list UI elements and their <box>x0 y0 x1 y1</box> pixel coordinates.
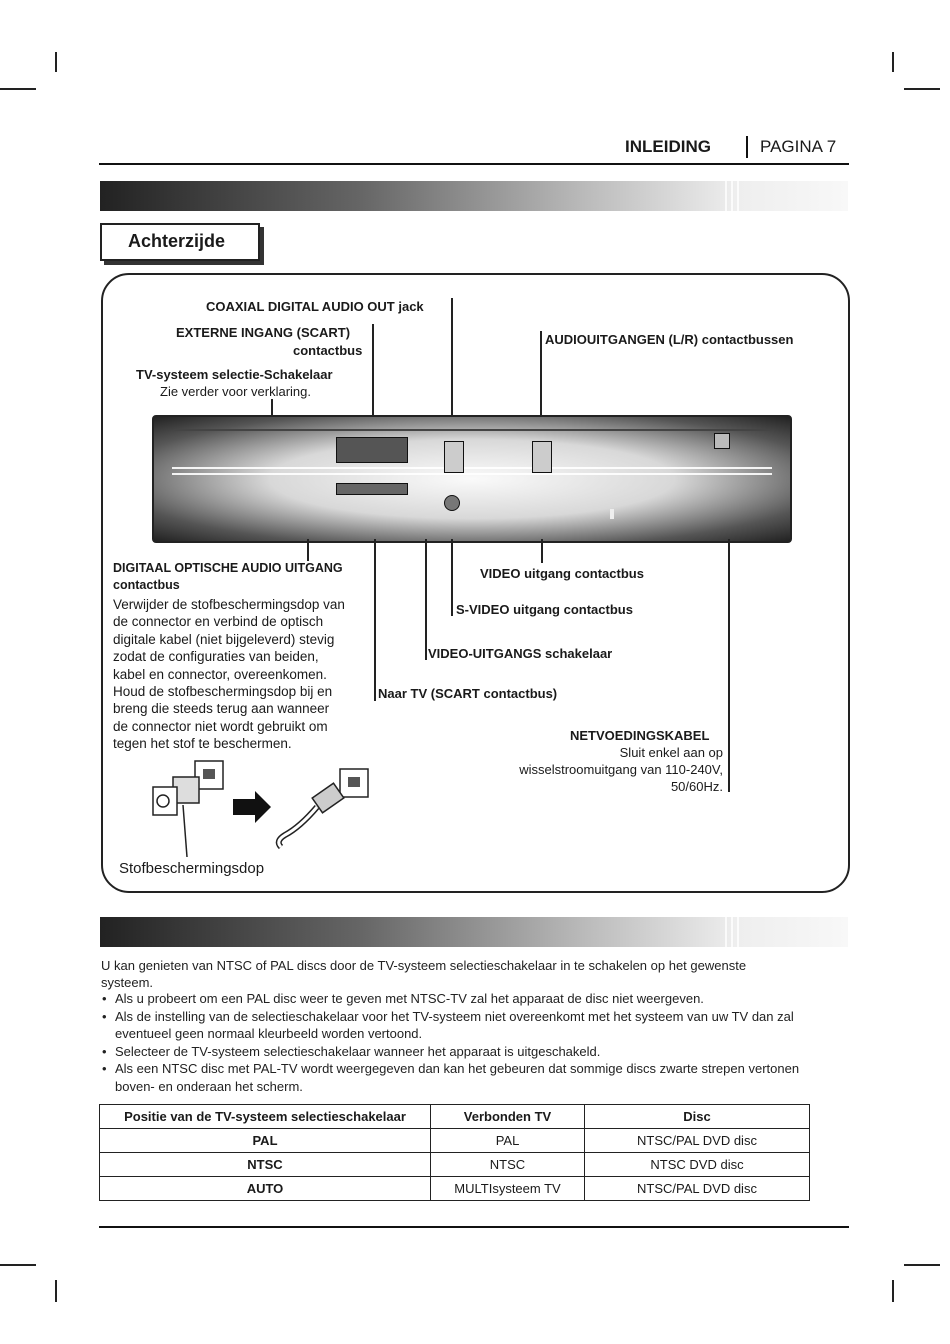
scart-in-port <box>336 437 408 463</box>
header-section: INLEIDING <box>625 137 711 156</box>
intro-line2: systeem. <box>101 975 154 990</box>
leader-line <box>451 539 453 616</box>
list-item: • Als u probeert om een PAL disc weer te geven met NTSC-TV zal het apparaat de disc niet weergeven. <box>101 990 836 1008</box>
table-header-row <box>100 1105 810 1129</box>
callout-power-line2: wisselstroomuitgang van 110-240V, <box>519 762 723 777</box>
callout-tv-system: TV-systeem selectie-Schakelaar <box>136 367 333 382</box>
callout-power-line3: 50/60Hz. <box>670 779 723 794</box>
table-cell: NTSC DVD disc <box>585 1153 810 1177</box>
section-title: Achterzijde <box>128 231 226 251</box>
crop-mark <box>892 52 894 72</box>
crop-mark <box>0 88 36 90</box>
table-cell: NTSC/PAL DVD disc <box>585 1129 810 1153</box>
callout-scart-line2: contactbus <box>293 343 363 358</box>
callout-audio-out: AUDIOUITGANGEN (L/R) contactbussen <box>545 332 794 347</box>
callout-scart-line1: EXTERNE INGANG (SCART) <box>176 325 351 340</box>
leader-line <box>541 539 543 563</box>
optical-desc-line: tegen het stof te beschermen. <box>113 736 292 752</box>
table-cell: NTSC/PAL DVD disc <box>585 1177 810 1201</box>
callout-coaxial: COAXIAL DIGITAL AUDIO OUT jack <box>206 299 424 314</box>
callout-video-switch: VIDEO-UITGANGS schakelaar <box>428 646 613 661</box>
optical-desc-line: de connector en verbind de optisch <box>113 614 324 630</box>
crop-mark <box>55 52 57 72</box>
leader-line <box>728 539 730 792</box>
table-row <box>100 1129 810 1153</box>
header-divider <box>746 136 748 158</box>
table-header: Positie van de TV-systeem selectieschakelaar <box>100 1105 431 1129</box>
audio-jacks <box>532 441 552 473</box>
dust-cap-label: Stofbeschermingsdop <box>119 860 265 877</box>
callout-power-title: NETVOEDINGSKABEL <box>570 728 710 743</box>
table-header: Verbonden TV <box>431 1105 585 1129</box>
callout-video-out: VIDEO uitgang contactbus <box>480 566 644 581</box>
callout-optical-line2: contactbus <box>113 578 180 592</box>
optical-desc-line: breng die steeds terug aan wanneer <box>113 701 330 717</box>
header-rule <box>99 163 849 165</box>
table-row <box>100 1177 810 1201</box>
list-item: • Als de instelling van de selectieschakelaar voor het TV-systeem niet overeenkomt met het systeem van uw TV dan zal eventueel geen normaal kleurbeeld worden vertoond. <box>101 1008 836 1043</box>
crop-mark <box>904 88 940 90</box>
table-header: Disc <box>585 1105 810 1129</box>
video-switch <box>610 509 614 519</box>
callout-optical-line1: DIGITAAL OPTISCHE AUDIO UITGANG <box>113 561 343 575</box>
optical-desc-line: Houd de stofbeschermingsdop bij en <box>113 684 333 699</box>
dust-cap-illustration <box>135 755 385 865</box>
coaxial-jack <box>444 441 464 473</box>
leader-line <box>307 539 309 561</box>
table-row <box>100 1153 810 1177</box>
table-cell: NTSC <box>431 1153 585 1177</box>
table-cell: PAL <box>431 1129 585 1153</box>
table-cell: NTSC <box>100 1153 431 1177</box>
leader-line <box>425 539 427 660</box>
optical-desc-line: zodat de configuraties van beiden, <box>113 649 319 665</box>
list-item: • Selecteer de TV-systeem selectieschakelaar wanneer het apparaat is uitgeschakeld. <box>101 1043 836 1061</box>
section-band <box>100 181 848 211</box>
crop-mark <box>55 1280 57 1302</box>
crop-mark <box>0 1264 36 1266</box>
section-band <box>100 917 848 947</box>
optical-desc-line: Verwijder de stofbeschermingsdop van <box>113 597 345 612</box>
crop-mark <box>892 1280 894 1302</box>
table-cell: MULTIsysteem TV <box>431 1177 585 1201</box>
intro-line1: U kan genieten van NTSC of PAL discs door de TV-systeem selectieschakelaar in te schakelen op het gewenste <box>101 958 747 973</box>
optical-desc-line: digitale kabel (niet bijgeleverd) stevig <box>113 631 335 647</box>
callout-power-line1: Sluit enkel aan op <box>619 745 723 760</box>
scart-out-port <box>336 483 408 495</box>
dvd-player-rear <box>152 415 792 543</box>
table-cell: PAL <box>100 1129 431 1153</box>
optical-desc-line: kabel en connector, overeenkomen. <box>113 666 327 682</box>
table-cell: AUTO <box>100 1177 431 1201</box>
list-item: • Als een NTSC disc met PAL-TV wordt weergegeven dan kan het gebeuren dat sommige discs zwarte strepen vertonen boven- en onderaan het scherm. <box>101 1060 836 1095</box>
crop-mark <box>904 1264 940 1266</box>
callout-tv-system-note: Zie verder voor verklaring. <box>160 384 311 399</box>
power-cord-inlet <box>714 433 730 449</box>
tv-system-table <box>99 1104 810 1201</box>
footer-rule <box>99 1226 849 1228</box>
callout-svideo-out: S-VIDEO uitgang contactbus <box>456 602 633 617</box>
optical-desc-line: de connector niet wordt gebruikt om <box>113 718 328 734</box>
leader-line <box>374 539 376 701</box>
notes-list <box>101 990 836 1095</box>
svideo-jack <box>444 495 460 511</box>
section-title-box <box>100 223 260 261</box>
header-page: PAGINA 7 <box>760 137 837 156</box>
callout-to-tv: Naar TV (SCART contactbus) <box>378 686 558 701</box>
